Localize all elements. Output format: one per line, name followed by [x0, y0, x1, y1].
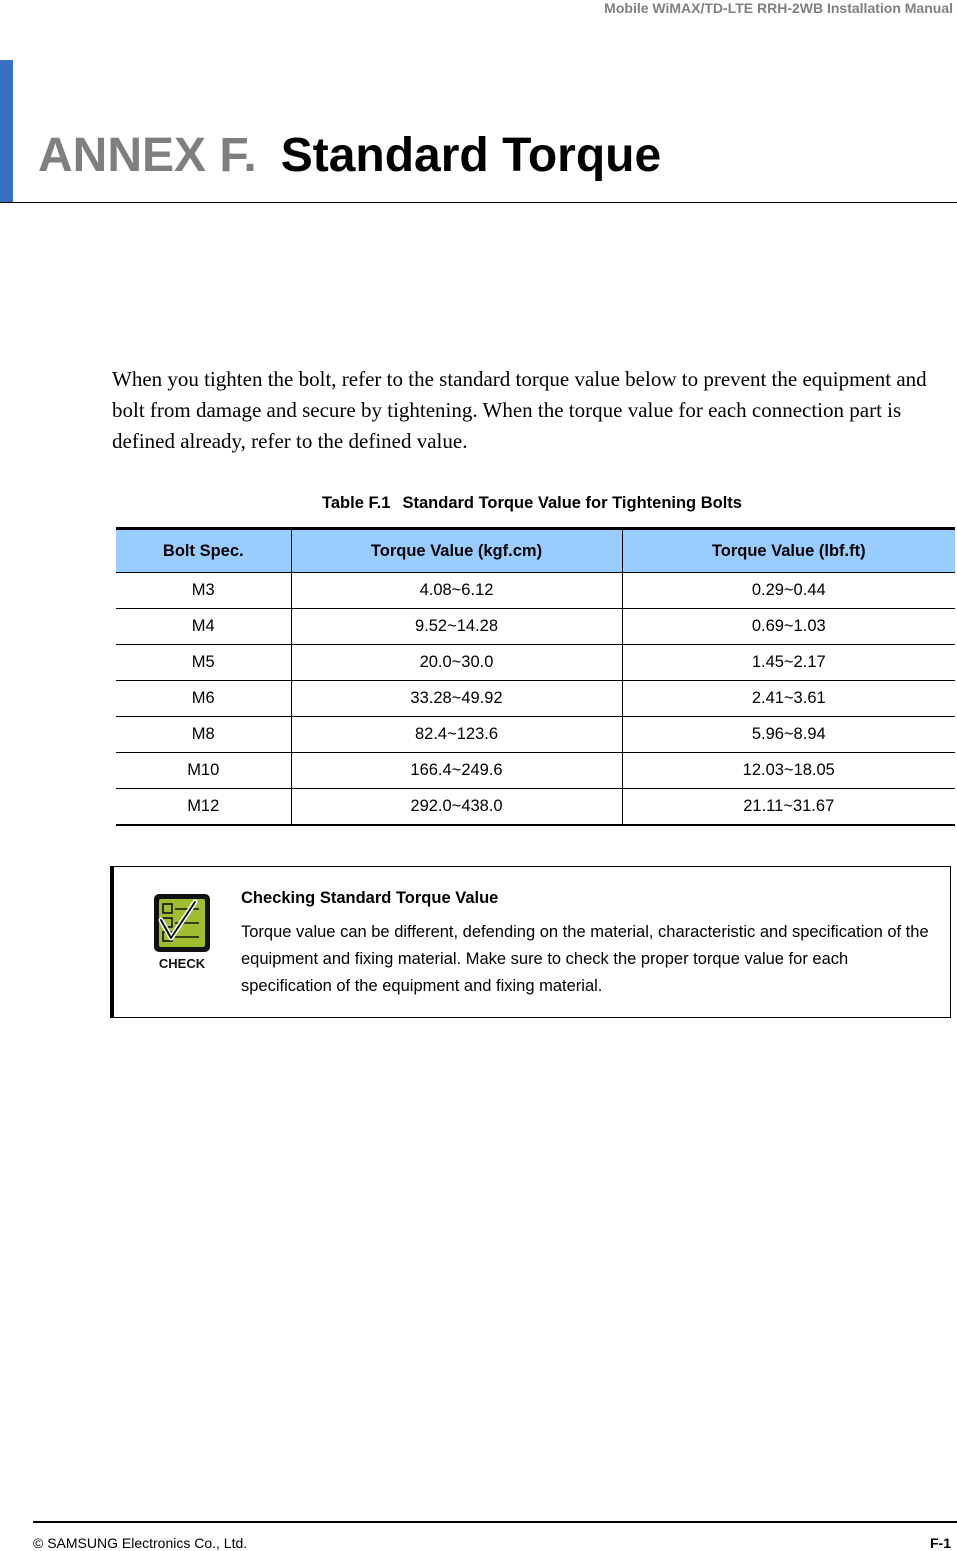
table-row — [116, 753, 955, 789]
check-note-title: Checking Standard Torque Value — [241, 889, 499, 907]
torque-table — [116, 527, 955, 826]
title-accent-bar — [0, 60, 13, 203]
column-header-torque-lbfft: Torque Value (lbf.ft) — [622, 529, 955, 573]
torque-lbfft-cell: 1.45~2.17 — [622, 645, 955, 681]
torque-lbfft-cell: 12.03~18.05 — [622, 753, 955, 789]
intro-paragraph: When you tighten the bolt, refer to the standard torque value below to prevent the equipment and bolt from damage and secure by tightening. When the torque value for each connection part is defined already, refer to the defined value. — [112, 367, 927, 453]
page-title — [38, 126, 661, 186]
column-header-torque-kgfcm: Torque Value (kgf.cm) — [291, 529, 622, 573]
running-header: Mobile WiMAX/TD-LTE RRH-2WB Installation Manual — [604, 0, 953, 16]
bolt-spec-cell: M3 — [116, 573, 291, 609]
column-header-bolt-spec: Bolt Spec. — [116, 529, 291, 573]
page-number: F-1 — [930, 1535, 951, 1551]
table-row — [116, 717, 955, 753]
table-caption — [0, 493, 957, 513]
check-note-body: Torque value can be different, defending on the material, characteristic and specification of the equipment and fixing material. Make sure to check the proper torque value for each specification of the equipment and fixing material. — [241, 923, 929, 995]
torque-kgfcm-cell: 292.0~438.0 — [291, 789, 622, 826]
torque-kgfcm-cell: 166.4~249.6 — [291, 753, 622, 789]
torque-kgfcm-cell: 9.52~14.28 — [291, 609, 622, 645]
bolt-spec-cell: M8 — [116, 717, 291, 753]
bolt-spec-cell: M12 — [116, 789, 291, 826]
table-row — [116, 789, 955, 826]
check-icon-label: CHECK — [158, 956, 206, 971]
torque-kgfcm-cell: 33.28~49.92 — [291, 681, 622, 717]
torque-lbfft-cell: 5.96~8.94 — [622, 717, 955, 753]
annex-name: Standard Torque — [280, 129, 662, 182]
annex-label: ANNEX F. — [38, 129, 257, 182]
table-row — [116, 609, 955, 645]
torque-kgfcm-cell: 82.4~123.6 — [291, 717, 622, 753]
torque-lbfft-cell: 2.41~3.61 — [622, 681, 955, 717]
torque-lbfft-cell: 0.69~1.03 — [622, 609, 955, 645]
table-row — [116, 645, 955, 681]
check-icon — [151, 892, 213, 972]
table-caption-number: Table F.1 — [322, 494, 391, 512]
bolt-spec-cell: M4 — [116, 609, 291, 645]
table-caption-title: Standard Torque Value for Tightening Bolts — [402, 494, 742, 512]
torque-lbfft-cell: 0.29~0.44 — [622, 573, 955, 609]
bolt-spec-cell: M6 — [116, 681, 291, 717]
bolt-spec-cell: M10 — [116, 753, 291, 789]
footer-copyright: © SAMSUNG Electronics Co., Ltd. — [33, 1535, 248, 1551]
torque-kgfcm-cell: 20.0~30.0 — [291, 645, 622, 681]
title-divider — [0, 202, 957, 203]
table-header-row — [116, 529, 955, 573]
torque-lbfft-cell: 21.11~31.67 — [622, 789, 955, 826]
check-note-box — [110, 866, 951, 1018]
torque-kgfcm-cell: 4.08~6.12 — [291, 573, 622, 609]
bolt-spec-cell: M5 — [116, 645, 291, 681]
footer-divider — [33, 1521, 957, 1523]
table-row — [116, 573, 955, 609]
table-row — [116, 681, 955, 717]
